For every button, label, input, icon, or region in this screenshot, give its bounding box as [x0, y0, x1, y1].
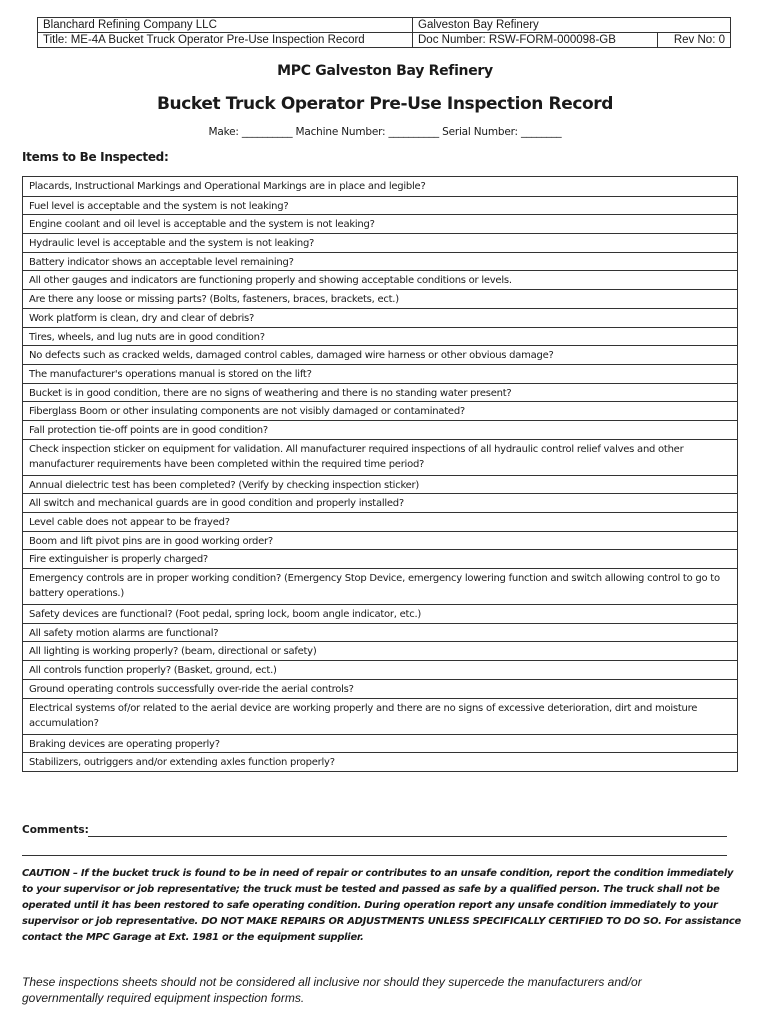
site-name: Galveston Bay Refinery: [413, 18, 731, 33]
inspection-item: Fiberglass Boom or other insulating components are not visibly damaged or contaminated?: [23, 401, 737, 420]
inspection-item: Annual dielectric test has been completed? (Verify by checking inspection sticker): [23, 475, 737, 494]
inspection-item: Bucket is in good condition, there are no signs of weathering and there is no standing water present?: [23, 383, 737, 402]
page-title: Bucket Truck Operator Pre-Use Inspection Record: [156, 94, 614, 114]
inspection-item: No defects such as cracked welds, damaged control cables, damaged wire harness or other obvious damage?: [23, 345, 737, 364]
inspection-item: Stabilizers, outriggers and/or extending axles function properly?: [23, 752, 737, 771]
inspection-item: Fire extinguisher is properly charged?: [23, 549, 737, 568]
document-header-table: [37, 17, 731, 48]
inspection-item: Work platform is clean, dry and clear of debris?: [23, 308, 737, 327]
doc-number: Doc Number: RSW-FORM-000098-GB: [413, 33, 658, 48]
inspection-item: All safety motion alarms are functional?: [23, 623, 737, 642]
revision-number: Rev No: 0: [658, 33, 731, 48]
inspection-item: Ground operating controls successfully over-ride the aerial controls?: [23, 679, 737, 698]
inspection-item: Hydraulic level is acceptable and the system is not leaking?: [23, 233, 737, 252]
inspection-item: Tires, wheels, and lug nuts are in good condition?: [23, 327, 737, 346]
caution-notice: CAUTION – If the bucket truck is found to be in need of repair or contributes to an unsafe condition, report the condition immediately to your supervisor or job representative; the truck must be tested and passed as safe by a qualified person. The truck shall not be operated until it has been restored to safe operating condition. During operation report any unsafe condition immediately to your supervisor or job representative. DO NOT MAKE REPAIRS OR ADJUSTMENTS UNLESS SPECIFICALLY CERTIFIED TO DO SO. For assistance contact the MPC Garage at Ext. 1981 or the equipment supplier.: [22, 868, 741, 943]
inspection-item: Fuel level is acceptable and the system is not leaking?: [23, 196, 737, 215]
inspection-item: Electrical systems of/or related to the aerial device are working properly and there are no signs of excessive deterioration, dirt and moisture accumulation?: [23, 698, 737, 734]
comments-line-2: [22, 855, 727, 856]
inspection-item: All controls function properly? (Basket, ground, ect.): [23, 660, 737, 679]
inspection-item-list: [22, 176, 738, 772]
inspection-item: Check inspection sticker on equipment for validation. All manufacturer required inspections of all hydraulic control relief valves and other manufacturer requirements have been completed within the required time period?: [23, 439, 737, 475]
inspection-item: All other gauges and indicators are functioning properly and showing acceptable conditions or levels.: [23, 270, 737, 289]
inspection-item: Fall protection tie-off points are in good condition?: [23, 420, 737, 439]
comments-label: Comments:: [22, 824, 89, 836]
inspection-item: The manufacturer's operations manual is stored on the lift?: [23, 364, 737, 383]
items-heading: Items to Be Inspected:: [22, 150, 169, 164]
inspection-item: Engine coolant and oil level is acceptable and the system is not leaking?: [23, 214, 737, 233]
inspection-item: Boom and lift pivot pins are in good working order?: [23, 531, 737, 550]
inspection-item: Braking devices are operating properly?: [23, 734, 737, 753]
site-heading: MPC Galveston Bay Refinery: [277, 63, 493, 79]
inspection-item: Level cable does not appear to be frayed?: [23, 512, 737, 531]
equipment-info-line: Make: __________ Machine Number: __________ Serial Number: ________: [208, 126, 562, 138]
form-title: Title: ME-4A Bucket Truck Operator Pre-Use Inspection Record: [38, 33, 413, 48]
comments-line: [88, 836, 727, 837]
inspection-item: All switch and mechanical guards are in good condition and properly installed?: [23, 493, 737, 512]
inspection-item: All lighting is working properly? (beam, directional or safety): [23, 641, 737, 660]
inspection-item: Placards, Instructional Markings and Operational Markings are in place and legible?: [29, 181, 426, 192]
inspection-item: Safety devices are functional? (Foot pedal, spring lock, boom angle indicator, etc.): [23, 604, 737, 623]
inspection-item: Battery indicator shows an acceptable level remaining?: [23, 252, 737, 271]
inspection-item: Are there any loose or missing parts? (Bolts, fasteners, braces, brackets, ect.): [23, 289, 737, 308]
inspection-item: Emergency controls are in proper working condition? (Emergency Stop Device, emergency lowering function and switch allowing control to go to battery operations.): [23, 568, 737, 604]
company-name: Blanchard Refining Company LLC: [38, 18, 413, 33]
footer-note: These inspections sheets should not be considered all inclusive nor should they supercede the manufacturers and/or governmentally required equipment inspection forms.: [22, 975, 642, 1005]
comments-field[interactable]: [22, 824, 727, 836]
